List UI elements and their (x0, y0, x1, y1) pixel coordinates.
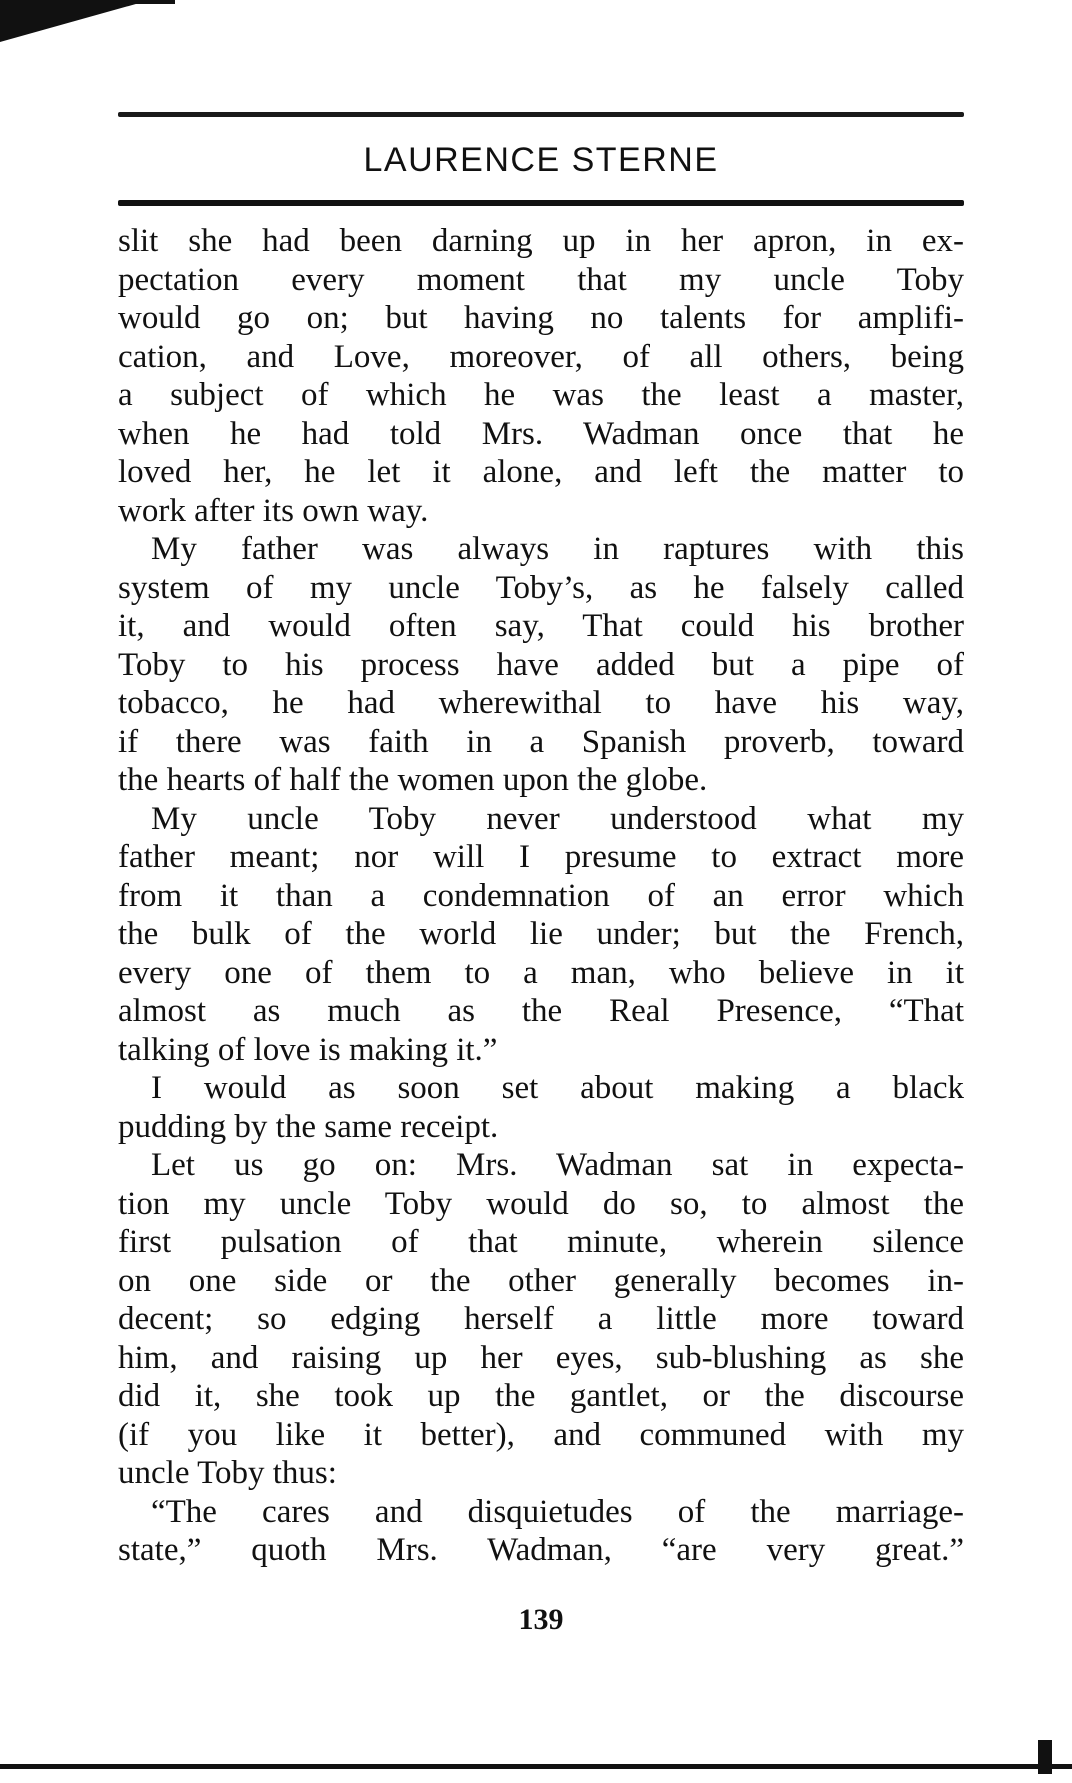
text-line: father meant; nor will I presume to extract more (118, 839, 964, 875)
text-line: system of my uncle Toby’s, as he falsely called (118, 569, 964, 606)
text-line: cation, and Love, moreover, of all others, being (118, 338, 964, 375)
text-line: him, and raising up her eyes, sub-blushing as she (118, 1339, 964, 1376)
corner-scan-mark (0, 0, 150, 42)
text-line: My father was always in raptures with this (118, 531, 964, 567)
text-line: the hearts of half the women upon the globe. (118, 762, 708, 798)
text-line: tobacco, he had wherewithal to have his way, (118, 685, 964, 721)
text-line: slit she had been darning up in her apron, in ex- (118, 223, 964, 259)
text-line: when he had told Mrs. Wadman once that he (118, 415, 964, 452)
text-line: from it than a condemnation of an error which (118, 877, 964, 914)
text-line: every one of them to a man, who believe in it (118, 954, 964, 991)
text-line: if there was faith in a Spanish proverb, toward (118, 723, 964, 760)
header-bottom-rule (118, 200, 964, 206)
text-line: on one side or the other generally becomes in- (118, 1262, 964, 1299)
text-line: loved her, he let it alone, and left the matter to (118, 454, 964, 490)
footer-scan-mark (1038, 1740, 1052, 1774)
text-line: did it, she took up the gantlet, or the discourse (118, 1378, 964, 1414)
text-line: the bulk of the world lie under; but the French, (118, 916, 964, 952)
text-line: I would as soon set about making a black (118, 1070, 964, 1106)
corner-scan-line (0, 0, 175, 4)
body-text (118, 222, 964, 1570)
text-line: Let us go on: Mrs. Wadman sat in expecta- (118, 1147, 964, 1183)
text-line: “The cares and disquietudes of the marriage- (118, 1493, 964, 1530)
text-line: decent; so edging herself a little more toward (118, 1301, 964, 1337)
running-head: LAURENCE STERNE (363, 141, 719, 179)
text-line: a subject of which he was the least a master, (118, 377, 964, 413)
text-line: pectation every moment that my uncle Toby (118, 261, 964, 298)
text-line: almost as much as the Real Presence, “That (118, 993, 964, 1029)
text-line: it, and would often say, That could his brother (118, 608, 964, 644)
text-line: Toby to his process have added but a pipe of (118, 646, 964, 683)
text-line: first pulsation of that minute, wherein silence (118, 1224, 964, 1260)
text-line: (if you like it better), and communed with my (118, 1416, 964, 1453)
text-line: uncle Toby thus: (118, 1455, 337, 1491)
footer-scan-rule (0, 1764, 1072, 1769)
text-line: My uncle Toby never understood what my (118, 800, 964, 837)
text-line: would go on; but having no talents for amplifi- (118, 300, 964, 336)
header-top-rule (118, 112, 964, 117)
text-line: work after its own way. (118, 492, 429, 529)
text-line: talking of love is making it.” (118, 1031, 498, 1068)
text-line: tion my uncle Toby would do so, to almost the (118, 1185, 964, 1222)
text-line: pudding by the same receipt. (118, 1108, 499, 1145)
text-line: state,” quoth Mrs. Wadman, “are very great.” (118, 1532, 964, 1568)
page-number: 139 (518, 1603, 564, 1636)
